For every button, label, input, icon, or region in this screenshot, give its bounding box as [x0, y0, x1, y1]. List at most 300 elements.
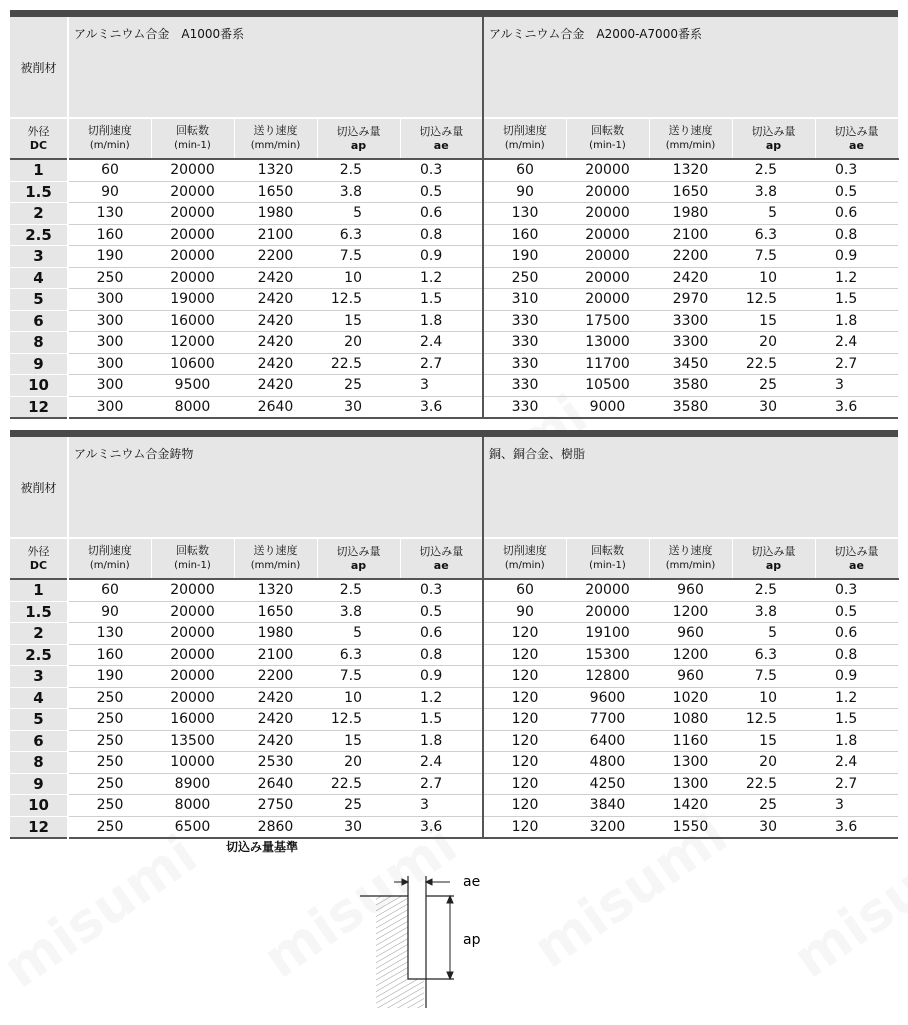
table-row	[10, 289, 898, 311]
column-header-line2: (min-1)	[174, 560, 211, 571]
dc-header-line2: DC	[29, 558, 48, 572]
table-cell: 2420	[234, 375, 317, 397]
table-cell: 2200	[234, 246, 317, 268]
table-cell: 2.5	[732, 160, 815, 181]
table-cell: 20000	[151, 160, 234, 181]
table-cell: 20000	[151, 666, 234, 688]
table-cell: 20000	[151, 644, 234, 666]
table-cell: 20000	[566, 203, 649, 225]
table-cell: 0.8	[400, 644, 483, 666]
table-top-bar	[10, 430, 898, 437]
table-cell: 13000	[566, 332, 649, 354]
table-cell: 10500	[566, 375, 649, 397]
dc-value: 12	[10, 396, 68, 418]
table-cell: 2970	[649, 289, 732, 311]
table-cell: 10600	[151, 353, 234, 375]
dc-value: 9	[10, 773, 68, 795]
table-cell: 19000	[151, 289, 234, 311]
table-cell: 0.3	[815, 580, 898, 601]
table-cell: 120	[483, 752, 566, 774]
cutting-conditions-table-2	[10, 430, 899, 839]
table-cell: 0.8	[815, 644, 898, 666]
table-cell: 2.4	[815, 332, 898, 354]
table-cell: 12.5	[317, 289, 400, 311]
table-cell: 10	[317, 687, 400, 709]
table-cell: 3300	[649, 310, 732, 332]
table-cell: 90	[483, 601, 566, 623]
table-cell: 2420	[234, 332, 317, 354]
table-cell: 0.5	[815, 601, 898, 623]
table-cell: 3.8	[317, 181, 400, 203]
column-header-row	[10, 538, 898, 579]
table-cell: 4250	[566, 773, 649, 795]
table-cell: 22.5	[732, 773, 815, 795]
table-cell: 1980	[234, 203, 317, 225]
column-header-line2: ae	[849, 558, 864, 572]
table-cell: 2.4	[400, 752, 483, 774]
dc-value: 5	[10, 289, 68, 311]
table-cell: 3450	[649, 353, 732, 375]
column-header-line1: 切削速度	[87, 544, 132, 557]
table-cell: 0.9	[815, 246, 898, 268]
column-header	[68, 538, 151, 579]
table-cell: 2.4	[400, 332, 483, 354]
table-cell: 20000	[151, 181, 234, 203]
table-cell: 60	[483, 160, 566, 181]
table-cell: 12.5	[732, 289, 815, 311]
table-cell: 30	[759, 818, 777, 835]
watermark	[782, 813, 908, 991]
table-row	[10, 580, 898, 601]
table-cell: 160	[68, 644, 151, 666]
table-cell: 120	[483, 666, 566, 688]
ae-label: ae	[463, 874, 481, 890]
table-cell: 160	[483, 224, 566, 246]
table-cell: 20000	[151, 246, 234, 268]
dc-value: 3	[10, 666, 68, 688]
table-cell: 1080	[649, 709, 732, 731]
work-material-label: 被削材	[10, 17, 68, 118]
table-cell: 20	[732, 752, 815, 774]
table-cell: 120	[483, 816, 566, 838]
table-cell: 12.5	[317, 709, 400, 731]
table-cell: 3300	[649, 332, 732, 354]
table-cell: 25	[732, 375, 815, 397]
table-cell: 130	[483, 203, 566, 225]
table-row	[10, 203, 898, 225]
table-row	[10, 644, 898, 666]
table-cell: 2530	[234, 752, 317, 774]
dc-value: 6	[10, 310, 68, 332]
table-cell: 20000	[566, 601, 649, 623]
table-cell: 5	[732, 623, 815, 645]
table-cell: 8000	[174, 398, 211, 415]
table-row	[10, 246, 898, 268]
table-row	[10, 773, 898, 795]
table-cell: 2420	[234, 353, 317, 375]
column-header	[400, 118, 483, 159]
table-bottom-line	[10, 838, 898, 839]
table-cell: 90	[68, 601, 151, 623]
dc-value: 8	[10, 752, 68, 774]
column-header	[151, 118, 234, 159]
table-cell: 1650	[234, 181, 317, 203]
table-cell: 15	[732, 730, 815, 752]
dc-header	[10, 118, 68, 159]
table-cell: 20000	[151, 224, 234, 246]
table-cell: 2750	[234, 795, 317, 817]
table-cell: 1160	[649, 730, 732, 752]
table-cell: 60	[68, 580, 151, 601]
dc-value: 1	[10, 160, 68, 181]
left-material-name: アルミニウム合金 A1000番系	[68, 17, 483, 118]
table-cell: 9600	[566, 687, 649, 709]
dc-value: 3	[10, 246, 68, 268]
table-cell: 7700	[566, 709, 649, 731]
column-header-line2: (min-1)	[589, 140, 626, 151]
table-cell: 330	[483, 353, 566, 375]
column-header	[68, 118, 151, 159]
table-cell: 250	[68, 752, 151, 774]
table-cell: 1.2	[400, 687, 483, 709]
table-row	[10, 375, 898, 397]
column-header	[234, 118, 317, 159]
dc-value: 1.5	[10, 181, 68, 203]
column-header-line1: 回転数	[591, 124, 624, 137]
table-cell: 20000	[151, 203, 234, 225]
table-cell: 1420	[649, 795, 732, 817]
table-cell: 2200	[649, 246, 732, 268]
table-cell: 20000	[566, 289, 649, 311]
column-header	[815, 118, 898, 159]
table-cell: 20000	[151, 267, 234, 289]
ap-label: ap	[463, 932, 481, 948]
column-header	[234, 538, 317, 579]
column-header	[317, 118, 400, 159]
table-cell: 300	[68, 353, 151, 375]
table-cell: 2420	[649, 267, 732, 289]
column-header-line2: (min-1)	[589, 560, 626, 571]
table-cell: 6400	[566, 730, 649, 752]
column-header-line1: 送り速度	[668, 544, 713, 557]
column-header-line1: 切込み量	[751, 124, 796, 138]
table-cell: 1.8	[400, 730, 483, 752]
ae-dimension	[394, 879, 450, 885]
column-header	[400, 538, 483, 579]
table-cell: 15300	[566, 644, 649, 666]
table-cell: 250	[96, 818, 124, 835]
table-cell: 30	[344, 398, 362, 415]
dc-value: 6	[10, 730, 68, 752]
table-cell: 3840	[566, 795, 649, 817]
table-cell: 120	[483, 687, 566, 709]
table-cell: 120	[483, 644, 566, 666]
column-header-line1: 切込み量	[751, 544, 796, 558]
column-header-line2: (m/min)	[89, 140, 130, 151]
table-cell: 10	[317, 267, 400, 289]
table-cell: 250	[68, 267, 151, 289]
table-cell: 12800	[566, 666, 649, 688]
table-cell: 2640	[234, 773, 317, 795]
table-cell: 0.9	[400, 666, 483, 688]
table-cell: 6.3	[732, 644, 815, 666]
table-cell: 1.5	[815, 289, 898, 311]
column-header-line1: 送り速度	[253, 544, 298, 557]
table-bottom-line	[10, 418, 898, 419]
table-cell: 120	[483, 730, 566, 752]
column-header-line1: 回転数	[591, 544, 624, 557]
table-row	[10, 310, 898, 332]
table-cell: 130	[68, 203, 151, 225]
column-header-line1: 切込み量	[419, 124, 464, 138]
table-cell: 1300	[649, 752, 732, 774]
depth-of-cut-diagram	[350, 862, 510, 1022]
table-cell: 20	[317, 752, 400, 774]
table-row	[10, 730, 898, 752]
right-material-name: アルミニウム合金 A2000-A7000番系	[483, 17, 898, 118]
table-cell: 3580	[649, 375, 732, 397]
column-header-line2: (m/min)	[504, 560, 545, 571]
table-cell: 2640	[257, 398, 294, 415]
table-cell: 1320	[234, 580, 317, 601]
table-cell: 0.6	[400, 623, 483, 645]
table-cell: 0.8	[400, 224, 483, 246]
table-cell: 9500	[151, 375, 234, 397]
dc-value: 4	[10, 267, 68, 289]
dc-value: 1.5	[10, 601, 68, 623]
table-cell: 0.5	[400, 601, 483, 623]
column-header	[483, 538, 566, 579]
table-row	[10, 816, 898, 838]
table-cell: 4800	[566, 752, 649, 774]
table-cell: 2.5	[317, 580, 400, 601]
table-cell: 1.8	[400, 310, 483, 332]
table-cell: 16000	[151, 709, 234, 731]
table-cell: 60	[483, 580, 566, 601]
table-cell: 300	[68, 310, 151, 332]
table-cell: 250	[68, 687, 151, 709]
table-row	[10, 601, 898, 623]
table-cell: 250	[68, 730, 151, 752]
table-row	[10, 666, 898, 688]
column-header-line2: ap	[350, 138, 367, 152]
right-material-name: 銅、銅合金、樹脂	[483, 437, 898, 538]
column-header-line1: 切削速度	[502, 124, 547, 137]
left-material-name: アルミニウム合金鋳物	[68, 437, 483, 538]
table-cell: 3	[400, 795, 483, 817]
table-cell: 960	[649, 666, 732, 688]
table-row	[10, 224, 898, 246]
table-row	[10, 160, 898, 181]
watermark	[0, 823, 208, 1001]
dc-value: 2	[10, 623, 68, 645]
column-header-line1: 切削速度	[87, 124, 132, 137]
table-cell: 330	[483, 375, 566, 397]
table-cell: 0.6	[815, 203, 898, 225]
table-cell: 3	[815, 375, 898, 397]
table-cell: 22.5	[732, 353, 815, 375]
table-cell: 25	[317, 375, 400, 397]
table-cell: 330	[483, 310, 566, 332]
table-cell: 20000	[566, 267, 649, 289]
table-cell: 17500	[566, 310, 649, 332]
table-cell: 10000	[151, 752, 234, 774]
table-row	[10, 332, 898, 354]
dc-value: 5	[10, 709, 68, 731]
dc-value: 2	[10, 203, 68, 225]
table-cell: 3	[815, 795, 898, 817]
table-cell: 10	[732, 687, 815, 709]
table-cell: 0.6	[400, 203, 483, 225]
column-header	[732, 118, 815, 159]
table-cell: 20000	[566, 224, 649, 246]
table-cell: 1300	[649, 773, 732, 795]
column-header-line1: 回転数	[176, 544, 209, 557]
table-cell: 2.7	[815, 773, 898, 795]
column-header	[317, 538, 400, 579]
table-cell: 90	[68, 181, 151, 203]
table-cell: 1980	[649, 203, 732, 225]
column-header-line2: ae	[849, 138, 864, 152]
table-cell: 300	[68, 289, 151, 311]
table-cell: 1650	[649, 181, 732, 203]
table-cell: 2.7	[400, 353, 483, 375]
table-cell: 250	[68, 795, 151, 817]
table-cell: 2100	[234, 644, 317, 666]
table-cell: 20000	[566, 160, 649, 181]
table-cell: 20	[317, 332, 400, 354]
table-cell: 2420	[234, 267, 317, 289]
column-header	[649, 538, 732, 579]
dc-value: 2.5	[10, 644, 68, 666]
column-header-line1: 切込み量	[336, 124, 381, 138]
table-cell: 1320	[234, 160, 317, 181]
table-cell: 190	[483, 246, 566, 268]
table-cell: 120	[483, 709, 566, 731]
table-cell: 0.3	[815, 160, 898, 181]
table-cell: 7.5	[317, 246, 400, 268]
table-cell: 8900	[151, 773, 234, 795]
table-cell: 2.5	[732, 580, 815, 601]
table-cell: 300	[96, 398, 124, 415]
table-cell: 1020	[649, 687, 732, 709]
table-cell: 20000	[151, 687, 234, 709]
column-header-line2: (mm/min)	[665, 560, 716, 571]
table-cell: 3.6	[835, 818, 858, 835]
table-cell: 120	[483, 773, 566, 795]
table-cell: 11700	[566, 353, 649, 375]
column-header-line2: (mm/min)	[250, 140, 301, 151]
table-cell: 5	[317, 623, 400, 645]
column-header-line2: (m/min)	[504, 140, 545, 151]
table-cell: 0.8	[815, 224, 898, 246]
table-cell: 6.3	[732, 224, 815, 246]
table-cell: 20000	[151, 623, 234, 645]
table-cell: 2420	[234, 730, 317, 752]
column-header-line2: (mm/min)	[665, 140, 716, 151]
workpiece-hatch	[376, 896, 424, 1008]
table-cell: 160	[68, 224, 151, 246]
column-header-line2: ap	[765, 558, 782, 572]
table-row	[10, 396, 898, 418]
column-header	[649, 118, 732, 159]
table-cell: 15	[317, 730, 400, 752]
table-cell: 2100	[234, 224, 317, 246]
table-cell: 15	[317, 310, 400, 332]
table-row	[10, 353, 898, 375]
cutting-conditions-table-1	[10, 10, 899, 419]
column-header	[566, 538, 649, 579]
table-cell: 19100	[566, 623, 649, 645]
table-cell: 3.8	[732, 601, 815, 623]
table-cell: 6500	[174, 818, 211, 835]
table-cell: 22.5	[317, 773, 400, 795]
table-cell: 190	[68, 246, 151, 268]
table-row	[10, 267, 898, 289]
column-header-line2: (mm/min)	[250, 560, 301, 571]
table-cell: 5	[317, 203, 400, 225]
table-cell: 0.3	[400, 580, 483, 601]
table-cell: 130	[68, 623, 151, 645]
table-cell: 5	[732, 203, 815, 225]
table-cell: 12.5	[732, 709, 815, 731]
table-cell: 6.3	[317, 644, 400, 666]
table-cell: 250	[68, 709, 151, 731]
work-material-label: 被削材	[10, 437, 68, 538]
table-cell: 3	[400, 375, 483, 397]
table-row	[10, 709, 898, 731]
table-cell: 1.2	[400, 267, 483, 289]
table-cell: 20000	[151, 601, 234, 623]
table-cell: 3.8	[732, 181, 815, 203]
table-top-bar	[10, 10, 898, 17]
column-header-line2: ap	[350, 558, 367, 572]
table-cell: 30	[759, 398, 777, 415]
table-cell: 2.7	[400, 773, 483, 795]
table-row	[10, 181, 898, 203]
ap-dimension	[447, 896, 453, 979]
table-cell: 1650	[234, 601, 317, 623]
table-cell: 2420	[234, 687, 317, 709]
table-cell: 7.5	[732, 246, 815, 268]
table-cell: 20000	[566, 181, 649, 203]
column-header-row	[10, 118, 898, 159]
table-cell: 3.6	[420, 398, 443, 415]
table-cell: 2420	[234, 709, 317, 731]
table-cell: 190	[68, 666, 151, 688]
table-cell: 2.5	[317, 160, 400, 181]
table-cell: 0.3	[400, 160, 483, 181]
table-cell: 20000	[566, 246, 649, 268]
table-cell: 1550	[672, 818, 709, 835]
column-header-line2: ap	[765, 138, 782, 152]
table-cell: 2420	[234, 289, 317, 311]
dc-value: 8	[10, 332, 68, 354]
table-cell: 0.5	[815, 181, 898, 203]
table-cell: 16000	[151, 310, 234, 332]
table-cell: 22.5	[317, 353, 400, 375]
table-cell: 20000	[151, 580, 234, 601]
column-header	[566, 118, 649, 159]
column-header-line1: 切込み量	[336, 544, 381, 558]
table-cell: 60	[68, 160, 151, 181]
table-cell: 1200	[649, 644, 732, 666]
table-cell: 25	[732, 795, 815, 817]
column-header	[483, 118, 566, 159]
table-cell: 330	[483, 396, 566, 418]
table-cell: 20	[732, 332, 815, 354]
table-cell: 90	[483, 181, 566, 203]
